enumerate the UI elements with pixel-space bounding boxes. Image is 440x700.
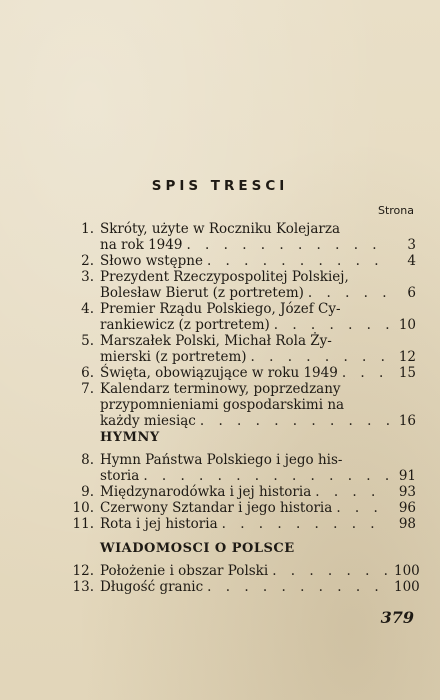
- toc-entry-number: 9.: [81, 484, 94, 500]
- toc-entry-text: Słowo wstępne: [100, 253, 203, 269]
- toc-entry: [62, 333, 416, 365]
- dot-leader: [207, 579, 390, 595]
- toc-entry-number: 4.: [81, 301, 94, 317]
- toc-entry-text: Prezydent Rzeczypospolitej Polskiej,: [100, 269, 349, 285]
- toc-entry-text: Premier Rządu Polskiego, Józef Cy-: [100, 301, 341, 317]
- toc-section-hymny: [62, 452, 416, 532]
- toc-entry: [62, 221, 416, 253]
- toc-entry-text: storia: [100, 468, 140, 484]
- toc-entry-number: 7.: [81, 381, 94, 397]
- toc-entry-number: 2.: [81, 253, 94, 269]
- toc-entry-text: Skróty, użyte w Roczniku Kolejarza: [100, 221, 340, 237]
- toc-entry-number: 11.: [72, 516, 94, 532]
- dot-leader: [143, 468, 390, 484]
- toc-entry-page: 6: [407, 285, 416, 301]
- toc-entry-page: 15: [398, 365, 416, 381]
- toc-entry-text: rankiewicz (z portretem): [100, 317, 270, 333]
- dot-leader: [336, 500, 390, 516]
- dot-leader: [251, 349, 390, 365]
- toc-entry: [62, 269, 416, 301]
- toc-entry-page: 12: [398, 349, 416, 365]
- toc-entry-text: Międzynarodówka i jej historia: [100, 484, 312, 500]
- toc-entry-text: na rok 1949: [100, 237, 183, 253]
- toc-entry: [62, 301, 416, 333]
- toc-entry: [62, 500, 416, 516]
- toc-entry-page: 93: [398, 484, 416, 500]
- toc-entry-page: 100: [394, 563, 420, 579]
- toc-entry-page: 10: [398, 317, 416, 333]
- toc-entry-text: każdy miesiąc: [100, 413, 196, 429]
- toc-entry: [62, 452, 416, 484]
- toc-entry: [62, 381, 416, 429]
- toc-entry-number: 1.: [81, 221, 94, 237]
- toc-entry: [62, 579, 420, 595]
- toc-entry: [62, 563, 420, 579]
- dot-leader: [272, 563, 390, 579]
- toc-entry-text: mierski (z portretem): [100, 349, 247, 365]
- toc-entry-text: przypomnieniami gospodarskimi na: [100, 397, 345, 413]
- toc-entry-number: 12.: [72, 563, 94, 579]
- dot-leader: [222, 516, 390, 532]
- section-heading-wiadomosci: WIADOMOSCI O POLSCE: [100, 541, 295, 556]
- toc-entry-text: Położenie i obszar Polski: [100, 563, 269, 579]
- toc-entry-page: 16: [398, 413, 416, 429]
- toc-entry-text: Czerwony Sztandar i jego historia: [100, 500, 333, 516]
- toc-entry-page: 4: [407, 253, 416, 269]
- dot-leader: [207, 253, 390, 269]
- toc-entry-number: 13.: [72, 579, 94, 595]
- toc-entry: [62, 484, 416, 500]
- toc-entry: [62, 516, 416, 532]
- toc-section-general: [62, 221, 416, 429]
- toc-entry-text: Hymn Państwa Polskiego i jego his-: [100, 452, 343, 468]
- toc-entry-page: 100: [394, 579, 420, 595]
- toc-entry-number: 5.: [81, 333, 94, 349]
- dot-leader: [200, 413, 390, 429]
- page-title: SPIS TRESCI: [151, 178, 289, 194]
- page-number: 379: [380, 608, 414, 627]
- toc-section-wiadomosci: [62, 563, 420, 595]
- toc-entry-page: 3: [407, 237, 416, 253]
- toc-entry-number: 10.: [72, 500, 94, 516]
- dot-leader: [274, 317, 390, 333]
- toc-entry-page: 96: [398, 500, 416, 516]
- toc-entry-text: Rota i jej historia: [100, 516, 218, 532]
- toc-entry-text: Święta, obowiązujące w roku 1949: [100, 365, 338, 381]
- dot-leader: [315, 484, 390, 500]
- toc-entry-page: 91: [398, 468, 416, 484]
- section-heading-hymny: HYMNY: [100, 430, 160, 445]
- toc-entry: [62, 365, 416, 381]
- toc-entry: [62, 253, 416, 269]
- dot-leader: [186, 237, 390, 253]
- toc-entry-text: Kalendarz terminowy, poprzedzany: [100, 381, 341, 397]
- dot-leader: [342, 365, 390, 381]
- toc-entry-text: Bolesław Bierut (z portretem): [100, 285, 304, 301]
- toc-entry-text: Marszałek Polski, Michał Rola Ży-: [100, 333, 332, 349]
- toc-entry-text: Długość granic: [100, 579, 204, 595]
- page-column-label: Strona: [377, 204, 414, 217]
- toc-entry-page: 98: [398, 516, 416, 532]
- toc-entry-number: 3.: [81, 269, 94, 285]
- toc-entry-number: 8.: [81, 452, 94, 468]
- toc-entry-number: 6.: [81, 365, 94, 381]
- dot-leader: [308, 285, 390, 301]
